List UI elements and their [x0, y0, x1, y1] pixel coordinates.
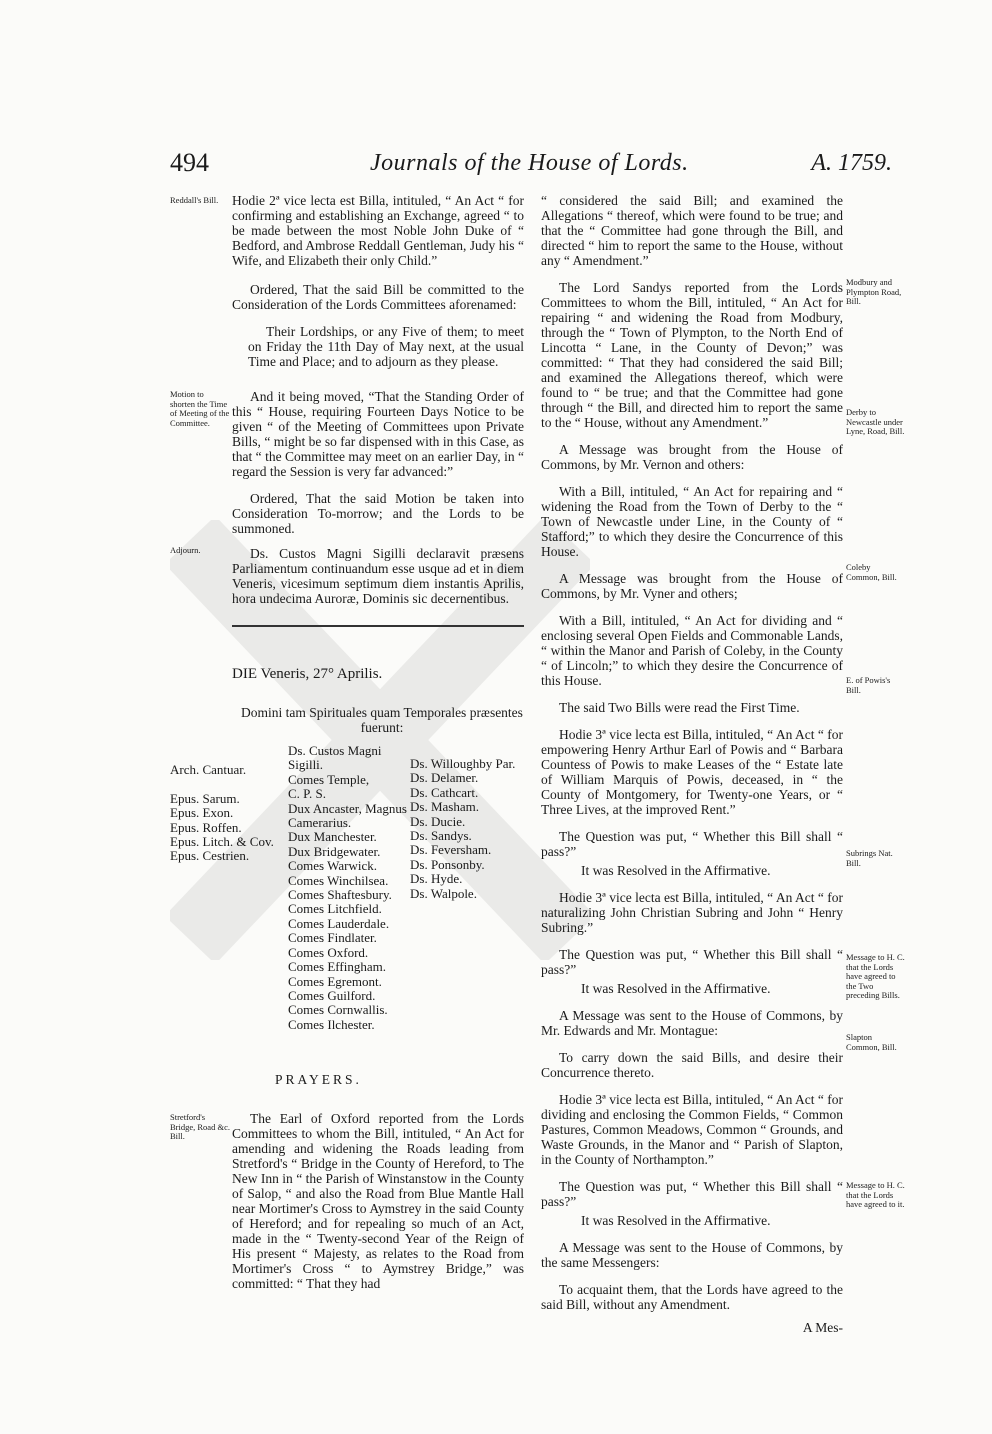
lord-name: Epus. Exon.: [170, 805, 234, 821]
lords-list-1: [288, 744, 407, 1032]
lord-name: Epus. Roffen.: [170, 819, 242, 835]
prayers-heading: PRAYERS.: [275, 1072, 362, 1087]
lords-list-2: [410, 757, 515, 901]
left-column-top: [232, 193, 524, 381]
lord-name: Dux Bridgewater.: [288, 843, 381, 859]
paragraph: A Message was brought from the House of Commons, by Mr. Vernon and others:: [541, 442, 843, 472]
attendance-heading: Domini tam Spirituales quam Temporales præsentes fuerunt:: [241, 705, 523, 735]
lord-name: Dux Ancaster, Magnus: [288, 800, 407, 816]
catchword: A Mes-: [802, 1320, 843, 1335]
paragraph: With a Bill, intituled, “ An Act for repairing and “ widening the Road from the Town of Derby to the “ Town of Newcastle under Line, in the County of “ Stafford;” to which they desire the Concurrence of this House.: [541, 484, 843, 559]
lord-name: Comes Winchilsea.: [288, 872, 389, 888]
paragraph: A Message was sent to the House of Commons, by the same Messengers:: [541, 1240, 843, 1270]
lord-name: Comes Findlater.: [288, 930, 377, 946]
lord-name: Ds. Cathcart.: [410, 784, 479, 800]
paragraph: And it being moved, “That the Standing Order of this “ House, requiring Fourteen Days Notice to be given “ of the Meeting of Committees upon Private Bills, “ might be so far dispensed with in this Case, as that “ the Committee may meet on an earlier Day, in “ regard the Session is very far advanced:”: [232, 389, 524, 479]
margin-note-slapton: Slapton Common, Bill.: [846, 1032, 897, 1052]
lord-name: Ds. Delamer.: [410, 770, 479, 786]
paragraph: Hodie 3ª vice lecta est Billa, intituled, “ An Act “ for naturalizing John Christian Subring and John “ Henry Subring.”: [541, 890, 843, 935]
lord-name: Ds. Willoughby Par.: [410, 756, 516, 771]
lord-name: Arch. Cantuar.: [170, 762, 247, 777]
margin-note-message-1: Message to H. C. that the Lords have agreed to the Two preceding Bills.: [846, 952, 905, 1000]
page-header: [170, 148, 892, 180]
left-column-motion: [232, 389, 524, 548]
margin-note-modbury: Modbury and Plympton Road, Bill.: [846, 277, 902, 306]
lord-name: Sigilli.: [288, 757, 324, 773]
paragraph: Hodie 2ª vice lecta est Billa, intituled, “ An Act “ for confirming and establishing an Exchange, agreed “ to be made between the most Noble John Duke of “ Bedford, and Ambrose Reddall Gentleman, Judy his “ Wife, and Elizabeth their only Child.”: [232, 193, 524, 268]
paragraph: A Message was sent to the House of Commons, by Mr. Edwards and Mr. Montague:: [541, 1008, 843, 1038]
lord-name: Comes Oxford.: [288, 944, 369, 960]
margin-note-motion: Motion to shorten the Time of Meeting of the Committee.: [170, 389, 230, 428]
lord-name: Epus. Litch. & Cov.: [170, 834, 274, 850]
left-column-adjourn: [232, 546, 524, 618]
lord-name: Ds. Ducie.: [410, 813, 466, 829]
lord-name: Comes Lauderdale.: [288, 915, 390, 931]
paragraph: With a Bill, intituled, “ An Act for dividing and “ enclosing several Open Fields and Commonable Lands, “ within the Manor and Parish of Coleby, in the County “ of Lincoln;” to which they desire the Concurrence of this House.: [541, 613, 843, 688]
paragraph: Hodie 3ª vice lecta est Billa, intituled, “ An Act “ for empowering Henry Arthur Earl of Powis and “ Barbara Countess of Powis to make Leases of the “ Estate late of William Marquis of Powis, deceased, in “ the County of Montgomery, for Twenty-one Years, or “ Three Lives, at the improved Rent.”: [541, 727, 843, 817]
lord-name: Comes Cornwallis.: [288, 1002, 388, 1018]
year: A. 1759.: [811, 150, 892, 176]
margin-note-coleby: Coleby Common, Bill.: [846, 562, 897, 582]
lord-name: Ds. Sandys.: [410, 828, 472, 844]
paragraph: It was Resolved in the Affirmative.: [581, 1213, 771, 1228]
paragraph: Hodie 3ª vice lecta est Billa, intituled, “ An Act “ for dividing and enclosing the Common Fields, “ Common Pastures, Common Meadows, Common “ Grounds, and Waste Grounds, in the Manor and “ Parish of Slapton, in the County of Northampton.”: [541, 1092, 843, 1167]
journal-title: Journals of the House of Lords.: [370, 150, 689, 176]
lord-name: Comes Temple,: [288, 771, 370, 787]
lord-name: Camerarius.: [288, 815, 352, 831]
margin-note-subrings: Subrings Nat. Bill.: [846, 848, 893, 868]
lord-name: Ds. Walpole.: [410, 885, 477, 901]
lord-name: Ds. Ponsonby.: [410, 856, 485, 872]
lord-name: Ds. Custos Magni: [288, 743, 382, 758]
lord-name: Ds. Feversham.: [410, 842, 492, 858]
date-heading: DIE Veneris, 27° Aprilis.: [232, 666, 383, 682]
paragraph: To acquaint them, that the Lords have agreed to the said Bill, without any Amendment.: [541, 1282, 843, 1312]
paragraph: It was Resolved in the Affirmative.: [581, 863, 771, 878]
paragraph: A Message was brought from the House of Commons, by Mr. Vyner and others;: [541, 571, 843, 601]
lord-name: Ds. Masham.: [410, 799, 479, 815]
paragraph: The said Two Bills were read the First Time.: [559, 700, 800, 715]
lord-name: Dux Manchester.: [288, 829, 377, 845]
lord-name: Comes Warwick.: [288, 858, 377, 874]
paragraph: The Earl of Oxford reported from the Lords Committees to whom the Bill, intituled, “ An Act for amending and widening the Roads leading from Stretford's “ Bridge in the County of Hereford, to The New Inn in “ the Parish of Winstanstow in the County of Salop, “ and also the Road from Blue Mantle Hall near Mortimer's Cross to Aymstrey in the said County of Hereford; and for repealing so much of an Act, made in the “ Twenty-second Year of the Reign of His present “ Majesty, as relates to the Road from Mortimer's Cross “ to Aymstrey Bridge,” was committed: “ That they had: [232, 1111, 524, 1291]
paragraph: The Question was put, “ Whether this Bill shall “ pass?”: [541, 1179, 843, 1209]
lord-name: Comes Litchfield.: [288, 901, 382, 917]
lord-name: [170, 777, 274, 791]
paragraph: The Question was put, “ Whether this Bill shall “ pass?”: [541, 829, 843, 859]
lord-name: Epus. Sarum.: [170, 790, 240, 806]
margin-note-reddall: Reddall's Bill.: [170, 195, 219, 205]
lord-name: Comes Shaftesbury.: [288, 887, 392, 903]
lord-name: Comes Egremont.: [288, 973, 382, 989]
page-number: 494: [170, 148, 209, 177]
margin-note-powis: E. of Powis's Bill.: [846, 675, 891, 695]
paragraph: Ordered, That the said Bill be committed to the Consideration of the Lords Committees aforenamed:: [232, 282, 524, 312]
lord-name: Comes Guilford.: [288, 987, 376, 1003]
paragraph: To carry down the said Bills, and desire their Concurrence thereto.: [541, 1050, 843, 1080]
section-rule: [232, 625, 524, 627]
paragraph: “ considered the said Bill; and examined the Allegations “ thereof, which were found to be true; and that the “ Committee had gone through the Bill, and directed “ him to report the same to the House, without any “ Amendment.”: [541, 193, 843, 268]
paragraph: The Lord Sandys reported from the Lords Committees to whom the Bill, intituled, “ An Act for repairing “ and widening the Road from Modbury, through the “ Town of Plympton, to the North End of Lincotta “ Lane, in the County of Devon;” was committed: “ That they had considered the said Bill; and examined the Allegations thereof, which were found to “ be true; and that the Committee had gone through “ the Bill, and directed him to report the same to the “ House, without any Amendment.”: [541, 280, 843, 430]
margin-note-message-2: Message to H. C. that the Lords have agreed to it.: [846, 1180, 905, 1209]
paragraph: Their Lordships, or any Five of them; to meet on Friday the 11th Day of May next, at the usual Time and Place; and to adjourn as they please.: [248, 324, 524, 369]
margin-note-derby: Derby to Newcastle under Lyne, Road, Bill.: [846, 407, 905, 436]
lord-name: Comes Effingham.: [288, 959, 386, 975]
lord-name: Epus. Cestrien.: [170, 848, 250, 864]
paragraph: The Question was put, “ Whether this Bill shall “ pass?”: [541, 947, 843, 977]
left-column-bottom: [232, 1111, 524, 1303]
margin-note-stretford: Stretford's Bridge, Road &c. Bill.: [170, 1112, 230, 1141]
lord-name: Ds. Hyde.: [410, 871, 463, 887]
paragraph: Ds. Custos Magni Sigilli declaravit præsens Parliamentum continuandum esse usque ad et in diem Veneris, vicesimum septimum diem instantis Aprilis, hora undecima Auroræ, Dominis sic decernentibus.: [232, 546, 524, 606]
paragraph: It was Resolved in the Affirmative.: [581, 981, 771, 996]
lord-name: C. P. S.: [288, 786, 326, 802]
bishops-list: [170, 763, 274, 864]
paragraph: Ordered, That the said Motion be taken into Consideration To-morrow; and the Lords to be summoned.: [232, 491, 524, 536]
lord-name: Comes Ilchester.: [288, 1016, 375, 1032]
margin-note-adjourn: Adjourn.: [170, 545, 201, 555]
right-column: [541, 193, 843, 1347]
